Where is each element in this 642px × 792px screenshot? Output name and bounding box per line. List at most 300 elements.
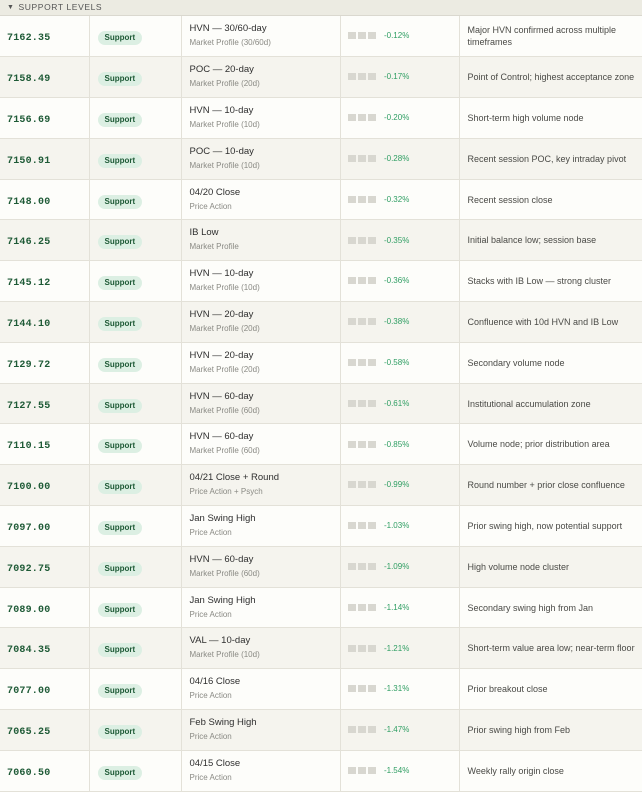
strength-bar — [368, 155, 376, 162]
strength-bar — [348, 726, 356, 733]
strength-bar — [368, 318, 376, 325]
price-cell — [0, 628, 89, 669]
strength-bar — [358, 767, 366, 774]
distance-percent: -0.58% — [383, 358, 410, 368]
strength-bar — [348, 196, 356, 203]
strength-bars — [348, 726, 376, 733]
distance-cell — [340, 261, 459, 302]
note-cell — [459, 465, 642, 506]
triangle-down-icon[interactable]: ▼ — [7, 4, 15, 11]
strength-bars — [348, 563, 376, 570]
distance-cell — [340, 424, 459, 465]
strength-bar — [348, 685, 356, 692]
price-cell — [0, 302, 89, 343]
support-badge: Support — [98, 276, 143, 290]
source-cell — [181, 220, 340, 261]
source-title: HVN — 10-day — [189, 104, 254, 116]
price-value: 7148.00 — [7, 196, 51, 208]
note-cell — [459, 424, 642, 465]
source-title: Feb Swing High — [189, 716, 257, 728]
strength-bars — [348, 359, 376, 366]
strength-bar — [358, 237, 366, 244]
price-cell — [0, 220, 89, 261]
type-cell — [89, 342, 181, 383]
distance-percent: -1.21% — [383, 643, 410, 653]
distance-percent: -0.38% — [383, 317, 410, 327]
strength-bar — [348, 73, 356, 80]
price-cell — [0, 546, 89, 587]
price-value: 7089.00 — [7, 604, 51, 616]
type-cell — [89, 16, 181, 57]
support-badge: Support — [98, 399, 143, 413]
price-cell — [0, 57, 89, 98]
distance-cell — [340, 179, 459, 220]
source-subtitle: Market Profile (20d) — [189, 79, 260, 89]
source-subtitle: Market Profile (60d) — [189, 568, 260, 578]
note-cell — [459, 383, 642, 424]
price-cell — [0, 98, 89, 139]
support-badge: Support — [98, 725, 143, 739]
table-row[interactable] — [0, 465, 642, 506]
note-text: Recent session POC, key intraday pivot — [467, 153, 627, 164]
price-cell — [0, 138, 89, 179]
table-row[interactable] — [0, 220, 642, 261]
strength-bars — [348, 196, 376, 203]
price-value: 7065.25 — [7, 726, 51, 738]
distance-cell — [340, 669, 459, 710]
type-cell — [89, 57, 181, 98]
distance-percent: -0.85% — [383, 439, 410, 449]
note-cell — [459, 750, 642, 791]
section-title: SUPPORT LEVELS — [18, 2, 103, 12]
source-subtitle: Price Action — [189, 772, 232, 782]
distance-percent: -1.54% — [383, 766, 410, 775]
strength-bars — [348, 481, 376, 488]
source-subtitle: Market Profile (10d) — [189, 283, 260, 293]
strength-bar — [348, 237, 356, 244]
support-badge: Support — [98, 113, 143, 127]
type-cell — [89, 465, 181, 506]
support-badge: Support — [98, 154, 143, 168]
distance-percent: -0.32% — [383, 194, 410, 204]
source-title: HVN — 20-day — [189, 308, 254, 320]
distance-cell — [340, 628, 459, 669]
table-row[interactable] — [0, 669, 642, 710]
strength-bar — [358, 604, 366, 611]
strength-bar — [358, 155, 366, 162]
strength-bar — [358, 32, 366, 39]
price-cell — [0, 342, 89, 383]
note-text: Short-term value area low; near-term floor — [467, 643, 635, 654]
source-title: HVN — 60-day — [189, 553, 254, 565]
source-title: 04/15 Close — [189, 757, 241, 769]
type-cell — [89, 750, 181, 791]
type-cell — [89, 261, 181, 302]
strength-bars — [348, 685, 376, 692]
strength-bar — [348, 155, 356, 162]
note-text: Confluence with 10d HVN and IB Low — [467, 316, 619, 327]
strength-bar — [358, 726, 366, 733]
distance-cell — [340, 57, 459, 98]
source-title: HVN — 60-day — [189, 390, 254, 402]
note-text: Major HVN confirmed across multiple timeframes — [467, 25, 617, 48]
note-cell — [459, 710, 642, 751]
source-title: POC — 20-day — [189, 64, 254, 76]
distance-cell — [340, 383, 459, 424]
type-cell — [89, 383, 181, 424]
strength-bars — [348, 604, 376, 611]
source-subtitle: Price Action — [189, 609, 232, 619]
note-cell — [459, 342, 642, 383]
strength-bar — [348, 441, 356, 448]
support-badge: Support — [98, 603, 143, 617]
note-text: Stacks with IB Low — strong cluster — [467, 276, 612, 287]
distance-cell — [340, 302, 459, 343]
price-cell — [0, 383, 89, 424]
source-subtitle: Market Profile (20d) — [189, 364, 260, 374]
table-row[interactable] — [0, 138, 642, 179]
strength-bar — [368, 441, 376, 448]
strength-bar — [358, 522, 366, 529]
table-row[interactable] — [0, 57, 642, 98]
strength-bar — [368, 726, 376, 733]
source-subtitle: Market Profile (20d) — [189, 323, 260, 333]
support-levels-table — [0, 16, 642, 792]
note-cell — [459, 16, 642, 57]
strength-bar — [358, 318, 366, 325]
strength-bar — [348, 522, 356, 529]
note-cell — [459, 138, 642, 179]
price-cell — [0, 750, 89, 791]
distance-cell — [340, 98, 459, 139]
strength-bar — [358, 481, 366, 488]
source-title: HVN — 20-day — [189, 349, 254, 361]
strength-bar — [348, 481, 356, 488]
source-subtitle: Price Action — [189, 691, 232, 701]
source-title: Jan Swing High — [189, 512, 256, 524]
type-cell — [89, 710, 181, 751]
table-row[interactable] — [0, 179, 642, 220]
note-text: Secondary swing high from Jan — [467, 602, 594, 613]
support-badge: Support — [98, 358, 143, 372]
support-badge: Support — [98, 521, 143, 535]
price-value: 7060.50 — [7, 767, 51, 779]
support-badge: Support — [98, 195, 143, 209]
note-cell — [459, 57, 642, 98]
strength-bar — [368, 645, 376, 652]
price-value: 7084.35 — [7, 645, 51, 657]
strength-bar — [348, 277, 356, 284]
strength-bars — [348, 32, 376, 39]
distance-cell — [340, 750, 459, 791]
strength-bar — [368, 685, 376, 692]
source-subtitle: Price Action — [189, 201, 232, 211]
distance-percent: -1.03% — [383, 521, 410, 531]
note-cell — [459, 220, 642, 261]
note-cell — [459, 179, 642, 220]
support-badge: Support — [98, 684, 143, 698]
strength-bar — [348, 563, 356, 570]
source-title: HVN — 30/60-day — [189, 23, 267, 35]
strength-bar — [358, 277, 366, 284]
source-cell — [181, 669, 340, 710]
strength-bar — [348, 114, 356, 121]
price-cell — [0, 506, 89, 547]
note-cell — [459, 302, 642, 343]
note-cell — [459, 546, 642, 587]
type-cell — [89, 424, 181, 465]
strength-bar — [358, 685, 366, 692]
source-cell — [181, 750, 340, 791]
source-subtitle: Market Profile (10d) — [189, 119, 260, 129]
table-row[interactable] — [0, 342, 642, 383]
strength-bar — [358, 114, 366, 121]
source-cell — [181, 342, 340, 383]
price-cell — [0, 710, 89, 751]
strength-bar — [358, 196, 366, 203]
distance-percent: -0.12% — [383, 31, 410, 41]
price-value: 7145.12 — [7, 278, 51, 290]
strength-bar — [368, 604, 376, 611]
strength-bar — [368, 481, 376, 488]
price-value: 7110.15 — [7, 441, 51, 453]
source-title: 04/21 Close + Round — [189, 472, 280, 484]
source-cell — [181, 546, 340, 587]
note-cell — [459, 628, 642, 669]
price-value: 7092.75 — [7, 563, 51, 575]
source-title: Jan Swing High — [189, 594, 256, 606]
support-badge: Support — [98, 72, 143, 86]
note-cell — [459, 506, 642, 547]
price-value: 7100.00 — [7, 482, 51, 494]
note-text: Point of Control; highest acceptance zone — [467, 72, 635, 83]
source-cell — [181, 587, 340, 628]
type-cell — [89, 506, 181, 547]
source-cell — [181, 710, 340, 751]
source-subtitle: Market Profile (10d) — [189, 160, 260, 170]
type-cell — [89, 587, 181, 628]
support-badge: Support — [98, 562, 143, 576]
type-cell — [89, 546, 181, 587]
note-text: Prior swing high, now potential support — [467, 520, 623, 531]
support-badge: Support — [98, 766, 143, 780]
price-cell — [0, 465, 89, 506]
distance-percent: -0.35% — [383, 235, 410, 245]
distance-percent: -1.14% — [383, 602, 410, 612]
note-text: Institutional accumulation zone — [467, 398, 591, 409]
distance-cell — [340, 465, 459, 506]
strength-bar — [348, 767, 356, 774]
distance-percent: -0.99% — [383, 480, 410, 490]
distance-cell — [340, 546, 459, 587]
distance-percent: -0.61% — [383, 398, 410, 408]
strength-bar — [368, 277, 376, 284]
distance-cell — [340, 138, 459, 179]
strength-bar — [358, 563, 366, 570]
support-badge: Support — [98, 235, 143, 249]
table-row[interactable] — [0, 424, 642, 465]
type-cell — [89, 98, 181, 139]
note-text: Prior swing high from Feb — [467, 724, 571, 735]
strength-bars — [348, 400, 376, 407]
strength-bar — [368, 237, 376, 244]
source-cell — [181, 383, 340, 424]
source-cell — [181, 628, 340, 669]
strength-bars — [348, 114, 376, 121]
strength-bar — [348, 604, 356, 611]
source-title: 04/20 Close — [189, 186, 241, 198]
support-badge: Support — [98, 31, 143, 45]
price-value: 7146.25 — [7, 237, 51, 249]
distance-percent: -0.17% — [383, 72, 410, 82]
note-cell — [459, 587, 642, 628]
note-text: Round number + prior close confluence — [467, 480, 625, 491]
distance-cell — [340, 710, 459, 751]
source-cell — [181, 98, 340, 139]
type-cell — [89, 220, 181, 261]
price-cell — [0, 424, 89, 465]
price-value: 7150.91 — [7, 155, 51, 167]
strength-bar — [368, 73, 376, 80]
strength-bar — [368, 563, 376, 570]
strength-bar — [368, 522, 376, 529]
distance-percent: -0.28% — [383, 154, 410, 164]
strength-bar — [348, 400, 356, 407]
price-cell — [0, 669, 89, 710]
strength-bars — [348, 522, 376, 529]
strength-bar — [348, 32, 356, 39]
strength-bars — [348, 318, 376, 325]
distance-percent: -1.31% — [383, 684, 410, 694]
price-cell — [0, 261, 89, 302]
strength-bars — [348, 155, 376, 162]
strength-bar — [358, 359, 366, 366]
distance-percent: -0.20% — [383, 113, 410, 123]
source-subtitle: Market Profile (10d) — [189, 650, 260, 660]
strength-bar — [368, 400, 376, 407]
strength-bar — [348, 318, 356, 325]
strength-bar — [368, 32, 376, 39]
source-subtitle: Market Profile (30/60d) — [189, 38, 271, 48]
price-value: 7129.72 — [7, 359, 51, 371]
distance-cell — [340, 220, 459, 261]
strength-bar — [368, 767, 376, 774]
price-value: 7162.35 — [7, 33, 51, 45]
price-cell — [0, 16, 89, 57]
table-row[interactable] — [0, 98, 642, 139]
table-row[interactable] — [0, 750, 642, 791]
note-text: Recent session close — [467, 194, 553, 205]
strength-bar — [368, 196, 376, 203]
strength-bars — [348, 277, 376, 284]
strength-bars — [348, 767, 376, 774]
source-subtitle: Market Profile — [189, 242, 239, 252]
strength-bars — [348, 73, 376, 80]
strength-bar — [348, 645, 356, 652]
strength-bars — [348, 237, 376, 244]
table-row[interactable] — [0, 506, 642, 547]
note-text: Short-term high volume node — [467, 112, 584, 123]
strength-bar — [358, 645, 366, 652]
table-row[interactable] — [0, 302, 642, 343]
table-row[interactable] — [0, 628, 642, 669]
table-row[interactable] — [0, 587, 642, 628]
note-text: High volume node cluster — [467, 561, 570, 572]
type-cell — [89, 669, 181, 710]
table-row[interactable] — [0, 261, 642, 302]
strength-bars — [348, 441, 376, 448]
strength-bar — [348, 359, 356, 366]
source-cell — [181, 179, 340, 220]
note-text: Weekly rally origin close — [467, 765, 564, 776]
source-cell — [181, 302, 340, 343]
price-value: 7158.49 — [7, 74, 51, 86]
price-value: 7144.10 — [7, 318, 51, 330]
support-badge: Support — [98, 317, 143, 331]
type-cell — [89, 302, 181, 343]
table-row[interactable] — [0, 383, 642, 424]
source-cell — [181, 261, 340, 302]
source-title: HVN — 60-day — [189, 431, 254, 443]
distance-cell — [340, 506, 459, 547]
table-row[interactable] — [0, 546, 642, 587]
source-subtitle: Price Action + Psych — [189, 487, 263, 497]
strength-bar — [368, 359, 376, 366]
source-cell — [181, 506, 340, 547]
distance-cell — [340, 16, 459, 57]
distance-cell — [340, 587, 459, 628]
support-badge: Support — [98, 480, 143, 494]
price-cell — [0, 179, 89, 220]
source-title: 04/16 Close — [189, 676, 241, 688]
note-text: Secondary volume node — [467, 357, 565, 368]
type-cell — [89, 138, 181, 179]
distance-percent: -1.09% — [383, 562, 410, 572]
source-subtitle: Market Profile (60d) — [189, 446, 260, 456]
distance-percent: -1.47% — [383, 725, 410, 735]
note-text: Initial balance low; session base — [467, 235, 597, 246]
price-value: 7077.00 — [7, 686, 51, 698]
source-title: VAL — 10-day — [189, 635, 251, 647]
type-cell — [89, 628, 181, 669]
support-badge: Support — [98, 643, 143, 657]
table-row[interactable] — [0, 16, 642, 57]
distance-percent: -0.36% — [383, 276, 410, 286]
strength-bar — [358, 73, 366, 80]
note-text: Prior breakout close — [467, 684, 548, 695]
source-cell — [181, 138, 340, 179]
strength-bar — [368, 114, 376, 121]
distance-cell — [340, 342, 459, 383]
support-badge: Support — [98, 439, 143, 453]
strength-bars — [348, 645, 376, 652]
price-value: 7097.00 — [7, 522, 51, 534]
note-cell — [459, 98, 642, 139]
source-cell — [181, 465, 340, 506]
table-row[interactable] — [0, 710, 642, 751]
note-cell — [459, 669, 642, 710]
source-title: IB Low — [189, 227, 219, 239]
price-cell — [0, 587, 89, 628]
source-cell — [181, 16, 340, 57]
source-subtitle: Market Profile (60d) — [189, 405, 260, 415]
note-cell — [459, 261, 642, 302]
support-levels-header[interactable] — [0, 0, 642, 16]
source-title: HVN — 10-day — [189, 268, 254, 280]
source-cell — [181, 57, 340, 98]
type-cell — [89, 179, 181, 220]
price-value: 7127.55 — [7, 400, 51, 412]
